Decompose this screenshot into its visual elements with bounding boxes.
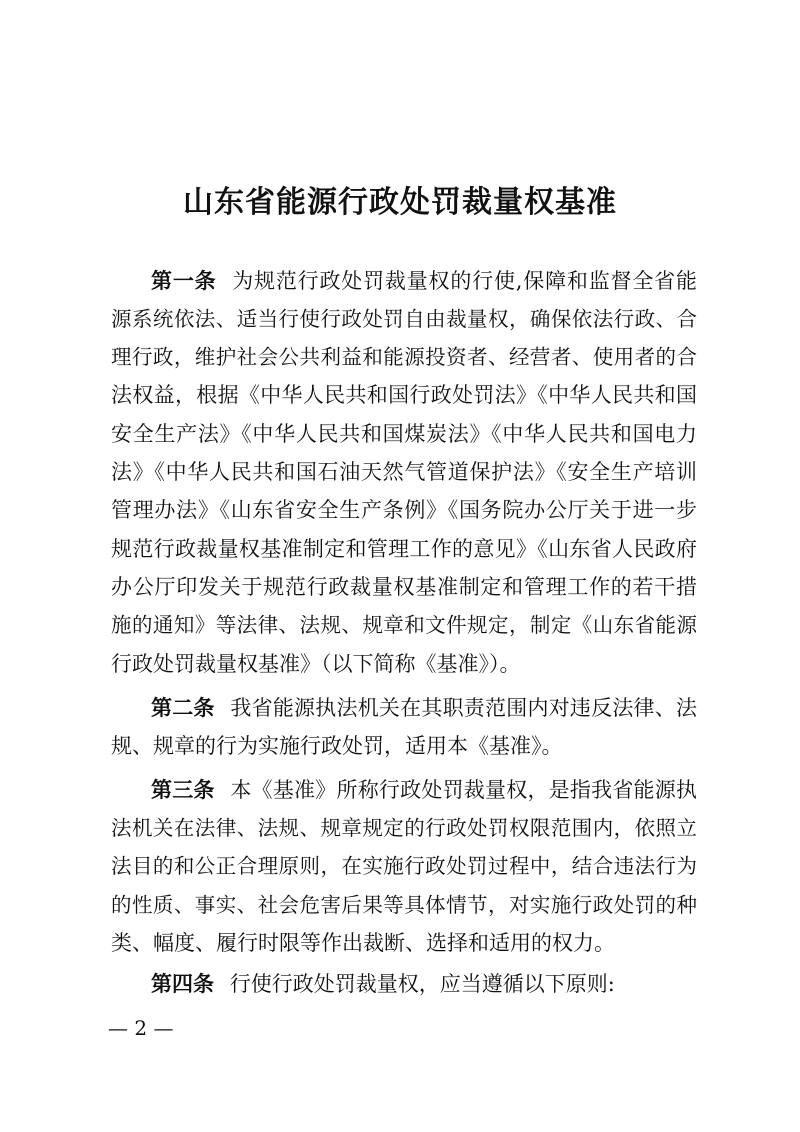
article-3-line-4: 的性质、事实、社会危害后果等具体情节，对实施行政处罚的种 [111, 893, 697, 917]
article-1-line-11: 行政处罚裁量权基准》（以下简称《基准》）。 [111, 652, 521, 676]
article-1-line-9: 办公厅印发关于规范行政裁量权基准制定和管理工作的若干措 [111, 575, 697, 599]
article-3-label: 第三条 [151, 778, 215, 802]
article-3-line-5: 类、幅度、履行时限等作出裁断、选择和适用的权力。 [111, 931, 615, 955]
article-4-text: 行使行政处罚裁量权，应当遵循以下原则: [229, 972, 615, 996]
article-1-line-3: 理行政，维护社会公共利益和能源投资者、经营者、使用者的合 [111, 345, 697, 369]
article-3-line-1 [151, 773, 697, 807]
page-number: — 2 — [108, 1016, 174, 1040]
article-1-text: 为规范行政处罚裁量权的行使,保障和监督全省能 [232, 269, 697, 293]
article-3-line-2: 法机关在法律、法规、规章规定的行政处罚权限范围内，依照立 [111, 816, 697, 840]
article-4-line-1 [151, 967, 697, 1001]
article-3-text: 本《基准》所称行政处罚裁量权，是指我省能源执 [230, 778, 697, 802]
article-1-line-5: 安全生产法》《中华人民共和国煤炭法》《中华人民共和国电力 [111, 422, 697, 446]
article-2-line-1 [151, 691, 697, 725]
article-1-line-8: 规范行政裁量权基准制定和管理工作的意见》《山东省人民政府 [111, 537, 697, 561]
document-title: 山东省能源行政处罚裁量权基准 [183, 185, 617, 220]
article-2-text: 我省能源执法机关在其职责范围内对违反法律、法 [230, 696, 697, 720]
article-2-label: 第二条 [151, 696, 215, 720]
article-1-line-6: 法》《中华人民共和国石油天然气管道保护法》《安全生产培训 [111, 460, 697, 484]
article-1-line-4: 法权益，根据《中华人民共和国行政处罚法》《中华人民共和国 [111, 383, 697, 407]
article-2-line-2: 规、规章的行为实施行政处罚，适用本《基准》。 [111, 734, 563, 758]
article-1-line-10: 施的通知》等法律、法规、规章和文件规定，制定《山东省能源 [111, 613, 697, 637]
article-3-line-3: 法目的和公正合理原则，在实施行政处罚过程中，结合违法行为 [111, 854, 697, 878]
article-1-line-7: 管理办法》《山东省安全生产条例》《国务院办公厅关于进一步 [111, 498, 697, 522]
article-1-label: 第一条 [151, 269, 217, 293]
article-1-line-2: 源系统依法、适当行使行政处罚自由裁量权，确保依法行政、合 [111, 307, 697, 331]
article-4-label: 第四条 [151, 972, 214, 996]
article-1-line-1 [151, 264, 697, 298]
